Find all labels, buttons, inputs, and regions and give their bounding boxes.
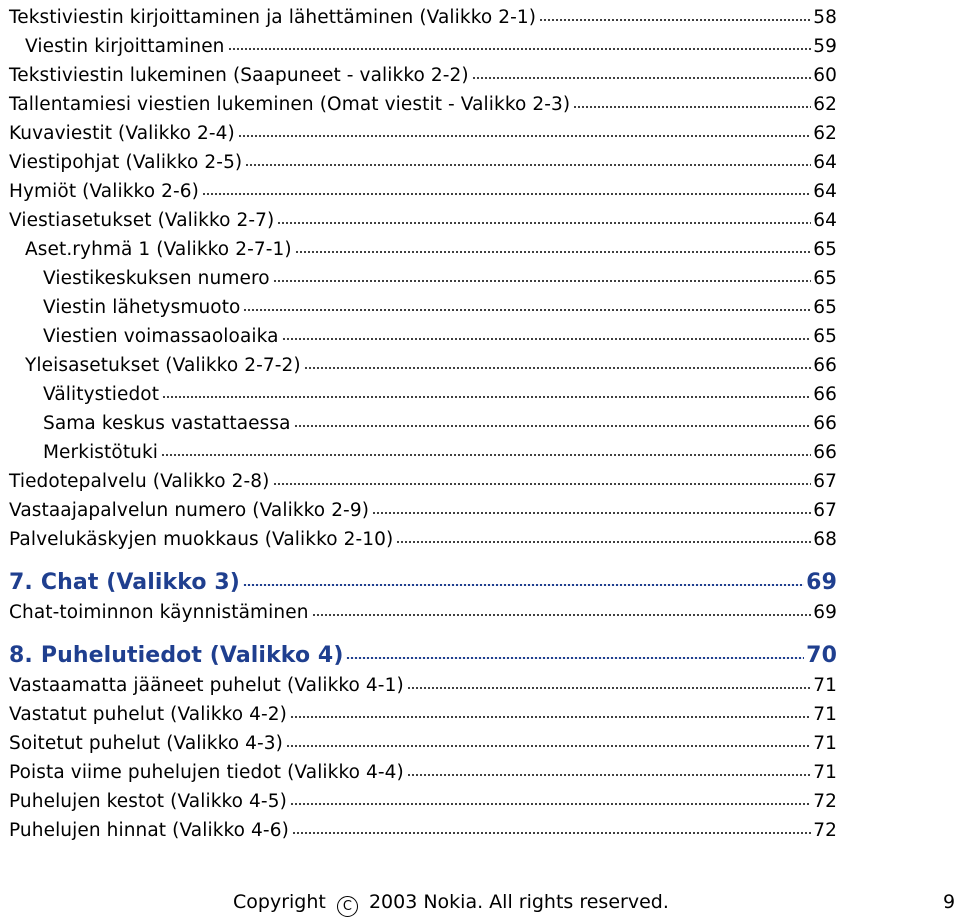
dot-leader bbox=[161, 454, 811, 456]
toc-entry[interactable] bbox=[9, 90, 837, 119]
toc-entry[interactable] bbox=[9, 32, 837, 61]
dot-leader bbox=[294, 425, 812, 427]
toc-entry[interactable] bbox=[9, 148, 837, 177]
copyright-prefix: Copyright bbox=[233, 891, 326, 913]
toc-entry-page-number: 59 bbox=[813, 36, 837, 57]
toc-entry[interactable] bbox=[9, 351, 837, 380]
toc-entry-page-number: 62 bbox=[813, 94, 837, 115]
dot-leader bbox=[312, 614, 812, 616]
toc-entry[interactable] bbox=[9, 758, 837, 787]
toc-entry-page-number: 67 bbox=[813, 500, 837, 521]
toc-entry[interactable] bbox=[9, 496, 837, 525]
toc-entry[interactable] bbox=[9, 438, 837, 467]
toc-entry-title: Tallentamiesi viestien lukeminen (Omat viestit - Valikko 2-3) bbox=[9, 94, 571, 115]
toc-entry-page-number: 65 bbox=[813, 297, 837, 318]
dot-leader bbox=[407, 687, 811, 689]
dot-leader bbox=[290, 716, 811, 718]
toc-block-chat bbox=[9, 598, 837, 627]
toc-entry[interactable] bbox=[9, 61, 837, 90]
toc-entry-page-number: 71 bbox=[813, 762, 837, 783]
section-title: Puhelutiedot (Valikko 4) bbox=[40, 643, 344, 668]
dot-leader bbox=[292, 832, 811, 834]
toc-entry-title: Viestikeskuksen numero bbox=[43, 268, 270, 289]
toc-entry-title: Tekstiviestin kirjoittaminen ja lähettäminen (Valikko 2-1) bbox=[9, 7, 537, 28]
section-page-number: 69 bbox=[806, 570, 837, 595]
dot-leader bbox=[573, 106, 811, 108]
toc-entry-page-number: 64 bbox=[813, 181, 837, 202]
toc-entry[interactable] bbox=[9, 729, 837, 758]
toc-entry-title: Puhelujen hinnat (Valikko 4-6) bbox=[9, 820, 289, 841]
toc-entry-title: Puhelujen kestot (Valikko 4-5) bbox=[9, 791, 287, 812]
toc-entry-page-number: 71 bbox=[813, 704, 837, 725]
toc-entry-title: Aset.ryhmä 1 (Valikko 2-7-1) bbox=[25, 239, 292, 260]
toc-entry-title: Viestipohjat (Valikko 2-5) bbox=[9, 152, 243, 173]
toc-entry-page-number: 60 bbox=[813, 65, 837, 86]
section-number: 7. bbox=[9, 570, 33, 595]
toc-entry-page-number: 62 bbox=[813, 123, 837, 144]
dot-leader bbox=[228, 48, 812, 50]
toc-entry-page-number: 72 bbox=[813, 820, 837, 841]
toc-entry-title: Merkistötuki bbox=[43, 442, 159, 463]
toc-entry[interactable] bbox=[9, 3, 837, 32]
toc-entry[interactable] bbox=[9, 235, 837, 264]
toc-entry-page-number: 65 bbox=[813, 326, 837, 347]
toc-entry-page-number: 58 bbox=[813, 7, 837, 28]
toc-entry-page-number: 71 bbox=[813, 675, 837, 696]
dot-leader bbox=[407, 774, 811, 776]
toc-entry-title: Tekstiviestin lukeminen (Saapuneet - valikko 2-2) bbox=[9, 65, 469, 86]
toc-entry-page-number: 64 bbox=[813, 210, 837, 231]
toc-entry-title: Hymiöt (Valikko 2-6) bbox=[9, 181, 199, 202]
toc-entry-page-number: 64 bbox=[813, 152, 837, 173]
toc-entry[interactable] bbox=[9, 816, 837, 845]
toc-entry-title: Palvelukäskyjen muokkaus (Valikko 2-10) bbox=[9, 529, 394, 550]
toc-entry-page-number: 65 bbox=[813, 268, 837, 289]
dot-leader bbox=[245, 164, 811, 166]
page-number: 9 bbox=[943, 891, 956, 913]
table-of-contents bbox=[9, 3, 837, 845]
copyright-notice bbox=[233, 887, 669, 917]
dot-leader bbox=[372, 512, 811, 514]
toc-entry-title: Chat-toiminnon käynnistäminen bbox=[9, 602, 309, 623]
toc-entry-title: Viestiasetukset (Valikko 2-7) bbox=[9, 210, 275, 231]
toc-entry-title: Vastaajapalvelun numero (Valikko 2-9) bbox=[9, 500, 370, 521]
dot-leader bbox=[238, 135, 811, 137]
toc-entry-title: Vastaamatta jääneet puhelut (Valikko 4-1) bbox=[9, 675, 404, 696]
toc-entry-page-number: 65 bbox=[813, 239, 837, 260]
dot-leader bbox=[286, 745, 811, 747]
dot-leader bbox=[346, 657, 804, 660]
toc-entry[interactable] bbox=[9, 409, 837, 438]
toc-entry-page-number: 68 bbox=[813, 529, 837, 550]
toc-entry-page-number: 69 bbox=[813, 602, 837, 623]
toc-entry-page-number: 66 bbox=[813, 442, 837, 463]
page-footer bbox=[0, 887, 960, 917]
toc-entry[interactable] bbox=[9, 119, 837, 148]
copyright-suffix: 2003 Nokia. All rights reserved. bbox=[368, 891, 669, 913]
dot-leader bbox=[539, 19, 811, 21]
toc-entry-title: Viestien voimassaoloaika bbox=[43, 326, 279, 347]
toc-entry-title: Poista viime puhelujen tiedot (Valikko 4-4) bbox=[9, 762, 404, 783]
section-page-number: 70 bbox=[806, 643, 837, 668]
toc-entry[interactable] bbox=[9, 598, 837, 627]
dot-leader bbox=[243, 584, 804, 587]
toc-entry[interactable] bbox=[9, 293, 837, 322]
toc-entry[interactable] bbox=[9, 177, 837, 206]
toc-entry-page-number: 72 bbox=[813, 791, 837, 812]
toc-entry[interactable] bbox=[9, 787, 837, 816]
dot-leader bbox=[202, 193, 811, 195]
toc-section-heading-8[interactable] bbox=[9, 641, 837, 671]
toc-entry-title: Soitetut puhelut (Valikko 4-3) bbox=[9, 733, 283, 754]
toc-entry[interactable] bbox=[9, 467, 837, 496]
toc-section-heading-7[interactable] bbox=[9, 568, 837, 598]
dot-leader bbox=[295, 251, 812, 253]
toc-entry-page-number: 66 bbox=[813, 384, 837, 405]
toc-entry-page-number: 66 bbox=[813, 413, 837, 434]
toc-entry[interactable] bbox=[9, 700, 837, 729]
dot-leader bbox=[290, 803, 811, 805]
section-number: 8. bbox=[9, 643, 33, 668]
toc-entry-title: Välitystiedot bbox=[43, 384, 160, 405]
copyright-icon: C bbox=[337, 896, 358, 917]
toc-entry[interactable] bbox=[9, 525, 837, 554]
toc-entry-page-number: 71 bbox=[813, 733, 837, 754]
toc-entry-title: Kuvaviestit (Valikko 2-4) bbox=[9, 123, 235, 144]
toc-entry-title: Vastatut puhelut (Valikko 4-2) bbox=[9, 704, 287, 725]
toc-entry[interactable] bbox=[9, 380, 837, 409]
dot-leader bbox=[304, 367, 812, 369]
toc-entry[interactable] bbox=[9, 206, 837, 235]
section-title: Chat (Valikko 3) bbox=[40, 570, 240, 595]
dot-leader bbox=[277, 222, 811, 224]
toc-entry-page-number: 66 bbox=[813, 355, 837, 376]
dot-leader bbox=[282, 338, 812, 340]
dot-leader bbox=[273, 483, 812, 485]
toc-entry[interactable] bbox=[9, 671, 837, 700]
toc-entry-title: Sama keskus vastattaessa bbox=[43, 413, 291, 434]
toc-entry[interactable] bbox=[9, 264, 837, 293]
toc-entry-title: Yleisasetukset (Valikko 2-7-2) bbox=[25, 355, 301, 376]
dot-leader bbox=[243, 309, 811, 311]
dot-leader bbox=[396, 541, 811, 543]
dot-leader bbox=[472, 77, 812, 79]
toc-entry-title: Viestin kirjoittaminen bbox=[25, 36, 225, 57]
toc-entry[interactable] bbox=[9, 322, 837, 351]
dot-leader bbox=[273, 280, 812, 282]
toc-entry-title: Tiedotepalvelu (Valikko 2-8) bbox=[9, 471, 270, 492]
dot-leader bbox=[162, 396, 811, 398]
toc-block-messages bbox=[9, 3, 837, 554]
toc-block-call-log bbox=[9, 671, 837, 845]
toc-entry-page-number: 67 bbox=[813, 471, 837, 492]
toc-entry-title: Viestin lähetysmuoto bbox=[43, 297, 241, 318]
